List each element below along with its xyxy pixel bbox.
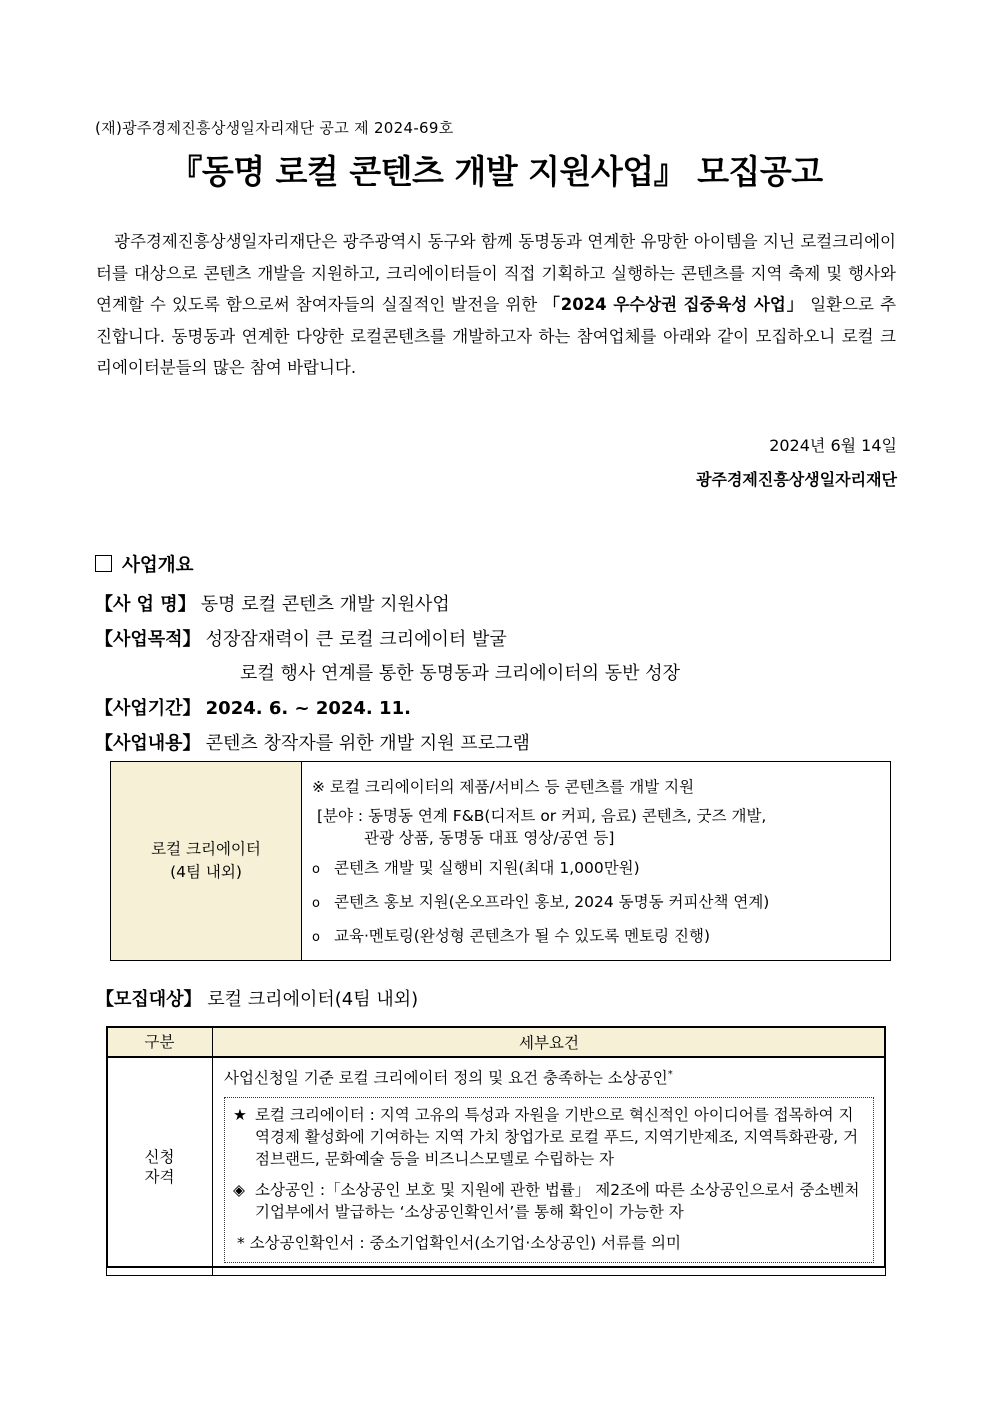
definition-small-business-text: 소상공인 :「소상공인 보호 및 지원에 관한 법률」 제2조에 따른 소상공인으로서 중소벤처기업부에서 발급하는 ‘소상공인확인서’를 통해 확인이 가능한 자	[255, 1181, 860, 1222]
definition-local-creator	[233, 1104, 865, 1170]
recruit-target-row	[96, 985, 418, 1011]
project-purpose-row	[95, 625, 507, 651]
eligibility-row-label	[107, 1057, 213, 1276]
support-program-table	[110, 761, 891, 961]
support-note: ※ 로컬 크리에이터의 제품/서비스 등 콘텐츠를 개발 지원	[312, 777, 695, 796]
bullet-circle-icon: o	[312, 895, 320, 911]
support-bullet-1	[312, 857, 880, 881]
project-purpose-value-1: 성장잠재력이 큰 로컬 크리에이터 발굴	[205, 629, 507, 650]
project-name-row	[95, 590, 450, 616]
support-bullet-text: 교육‧멘토링(완성형 콘텐츠가 될 수 있도록 멘토링 진행)	[334, 926, 710, 945]
footnote-mark: *	[667, 1069, 673, 1080]
support-field-line1: [분야 : 동명동 연계 F&B(디저트 or 커피, 음료) 콘텐츠, 굿즈 개발,	[317, 806, 767, 825]
eligibility-header-details: 세부요건	[213, 1027, 886, 1058]
project-period-value: 2024. 6. ~ 2024. 11.	[205, 698, 411, 719]
checkbox-square-icon	[95, 555, 112, 572]
support-detail-cell	[302, 762, 891, 961]
eligibility-detail-cell	[213, 1057, 886, 1276]
support-bullet-2	[312, 891, 880, 915]
project-content-value: 콘텐츠 창작자를 위한 개발 지원 프로그램	[205, 733, 530, 754]
bullet-circle-icon: o	[312, 861, 320, 877]
eligibility-requirement-text: 사업신청일 기준 로컬 크리에이터 정의 및 요건 충족하는 소상공인	[224, 1069, 668, 1088]
recruit-target-label: 【모집대상】	[96, 989, 202, 1010]
section-heading-overview	[95, 551, 193, 577]
support-target-line1: 로컬 크리에이터	[151, 840, 261, 858]
announcement-date: 2024년 6월 14일	[769, 436, 897, 455]
project-content-row	[95, 729, 530, 755]
recruit-target-value: 로컬 크리에이터(4팀 내외)	[207, 989, 419, 1010]
support-target-line2: (4팀 내외)	[170, 863, 242, 881]
definition-local-creator-text: 로컬 크리에이터 : 지역 고유의 특성과 자원을 기반으로 혁신적인 아이디어를 접목하여 지역경제 활성화에 기여하는 지역 가치 창업가로 로컬 푸드, 지역기반제조, 지역특화관광, 거점브랜드, 문화예술 등을 비즈니스모델로 수립하는 자	[255, 1106, 859, 1169]
support-bullet-text: 콘텐츠 홍보 지원(온오프라인 홍보, 2024 동명동 커피산책 연계)	[334, 892, 770, 911]
eligibility-table	[106, 1026, 886, 1276]
footnote: * 소상공인확인서 : 중소기업확인서(소기업‧소상공인) 서류를 의미	[237, 1234, 681, 1253]
project-period-label: 【사업기간】	[95, 698, 201, 719]
project-name-value: 동명 로컬 콘텐츠 개발 지원사업	[200, 594, 450, 615]
definition-box	[224, 1097, 874, 1263]
project-purpose-value-2: 로컬 행사 연계를 통한 동명동과 크리에이터의 동반 성장	[240, 663, 680, 684]
star-icon: ★	[233, 1106, 247, 1125]
intro-highlight: 「2024 우수상권 집중육성 사업」	[543, 295, 805, 315]
project-purpose-label: 【사업목적】	[95, 629, 201, 650]
eligibility-requirement	[224, 1064, 874, 1089]
intro-text-1: 광주경제진흥상생일자리재단은 광주광역시 동구와 함께 동명동과 연계한 유망한 아이템을 지닌 로컬크리에이터를 대상으로 콘텐츠 개발을 지원하고, 크리에이터들이 직접 기획하고 실행하는 콘텐츠를 지역 축제 및 행사와 연계할 수 있도록 함으로써 참여자들의 실질적인 발전을 위한	[96, 232, 896, 315]
intro-text-2: 일환으로 추진합니다. 동명동과 연계한 다양한 로컬콘텐츠를 개발하고자 하는 참여업체를 아래와 같이 모집하오니 로컬 크리에이터분들의 많은 참여 바랍니다.	[96, 295, 897, 378]
eligibility-label-line2: 자격	[144, 1167, 175, 1186]
project-period-row	[95, 694, 411, 720]
project-name-label: 【사 업 명】	[95, 594, 196, 615]
support-target-cell	[111, 762, 302, 961]
support-bullet-3	[312, 925, 880, 949]
bullet-circle-icon: o	[312, 929, 320, 945]
project-content-label: 【사업내용】	[95, 733, 201, 754]
page-title: 『동명 로컬 콘텐츠 개발 지원사업』 모집공고	[169, 152, 823, 191]
support-bullet-text: 콘텐츠 개발 및 실행비 지원(최대 1,000만원)	[334, 858, 640, 877]
eligibility-label-line1: 신청	[144, 1147, 175, 1166]
organization-name: 광주경제진흥상생일자리재단	[696, 470, 897, 489]
section-heading-text: 사업개요	[122, 555, 194, 576]
eligibility-header-category: 구분	[107, 1027, 213, 1058]
intro-paragraph	[96, 226, 896, 384]
support-field-line2: 관광 상품, 동명동 대표 영상/공연 등]	[364, 828, 615, 847]
notice-number: (재)광주경제진흥상생일자리재단 공고 제 2024-69호	[95, 119, 454, 137]
diamond-icon: ◈	[233, 1181, 245, 1200]
definition-small-business	[233, 1179, 865, 1223]
